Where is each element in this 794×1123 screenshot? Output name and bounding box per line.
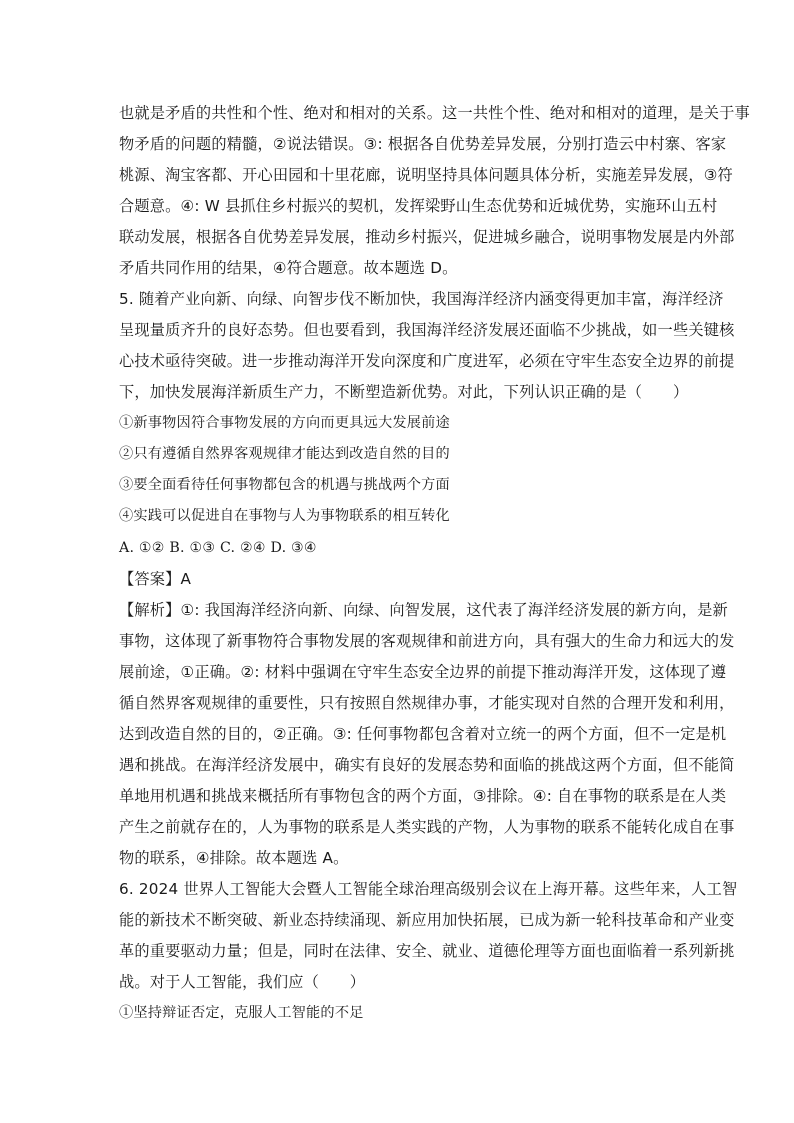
option-item: ①坚持辩证否定，克服人工智能的不足	[119, 1005, 364, 1021]
text-line: 桃源、淘宝客都、开心田园和十里花廊，说明坚持具体问题具体分析，实施差异发展，③符	[119, 166, 733, 184]
text-line: 呈现量质齐升的良好态势。但也要看到，我国海洋经济发展还面临不少挑战，如一些关键核	[119, 321, 735, 339]
text-line: 心技术亟待突破。进一步推动海洋开发向深度和广度进军，必须在守牢生态安全边界的前提	[119, 352, 735, 370]
text-line: 达到改造自然的目的，②正确。③: 任何事物都包含着对立统一的两个方面，但不一定是机	[119, 725, 727, 743]
text-line: 展前途，①正确。②: 材料中强调在守牢生态安全边界的前提下推动海洋开发，这体现了遵	[119, 663, 727, 681]
option-item: ④实践可以促进自在事物与人为事物联系的相互转化	[119, 508, 450, 524]
option-item: ①新事物因符合事物发展的方向而更具远大发展前途	[119, 415, 450, 431]
option-item: ③要全面看待任何事物都包含的机遇与挑战两个方面	[119, 477, 450, 493]
text-line: 联动发展，根据各自优势差异发展，推动乡村振兴，促进城乡融合，说明事物发展是内外部	[119, 228, 735, 246]
text-line: 事物，这体现了新事物符合事物发展的客观规律和前进方向，具有强大的生命力和远大的发	[119, 632, 735, 650]
text-line: 遇和挑战。在海洋经济发展中，确实有良好的发展态势和面临的挑战这两个方面，但不能简	[119, 756, 735, 774]
text-line: 产生之前就存在的，人为事物的联系是人类实践的产物，人为事物的联系不能转化成自在事	[119, 818, 735, 836]
text-line: 也就是矛盾的共性和个性、绝对和相对的关系。这一共性个性、绝对和相对的道理，是关于事	[119, 104, 750, 122]
text-line: 循自然界客观规律的重要性，只有按照自然规律办事，才能实现对自然的合理开发和利用，	[119, 694, 735, 712]
text-line: 合题意。④: W 县抓住乡村振兴的契机，发挥梁野山生态优势和近城优势，实施环山五村	[119, 197, 718, 215]
text-line: 单地用机遇和挑战来概括所有事物包含的两个方面，③排除。④: 自在事物的联系是在人类	[119, 787, 727, 805]
text-line: 矛盾共同作用的结果，④符合题意。故本题选 D。	[119, 259, 458, 277]
option-item: ②只有遵循自然界客观规律才能达到改造自然的目的	[119, 446, 450, 462]
text-line: 物矛盾的问题的精髓，②说法错误。③: 根据各自优势差异发展，分别打造云中村寨、客家	[119, 135, 727, 153]
question-5-stem: 5. 随着产业向新、向绿、向智步伐不断加快，我国海洋经济内涵变得更加丰富，海洋经济	[119, 290, 724, 308]
text-line: 革的重要驱动力量；但是，同时在法律、安全、就业、道德伦理等方面也面临着一系列新挑	[119, 942, 735, 960]
analysis-text: 【解析】①: 我国海洋经济向新、向绿、向智发展，这代表了海洋经济发展的新方向，是新	[119, 601, 728, 619]
question-6-stem: 6. 2024 世界人工智能大会暨人工智能全球治理高级别会议在上海开幕。这些年来，人工智	[119, 880, 738, 898]
text-line: 战。对于人工智能，我们应（ ）	[119, 973, 366, 991]
answer-choices: A. ①② B. ①③ C. ②④ D. ③④	[119, 540, 317, 556]
text-line: 下，加快发展海洋新质生产力，不断塑造新优势。对此，下列认识正确的是（ ）	[119, 383, 689, 401]
text-line: 物的联系，④排除。故本题选 A。	[119, 849, 349, 867]
answer-label: 【答案】A	[119, 570, 192, 588]
text-line: 能的新技术不断突破、新业态持续涌现、新应用加快拓展，已成为新一轮科技革命和产业变	[119, 911, 735, 929]
